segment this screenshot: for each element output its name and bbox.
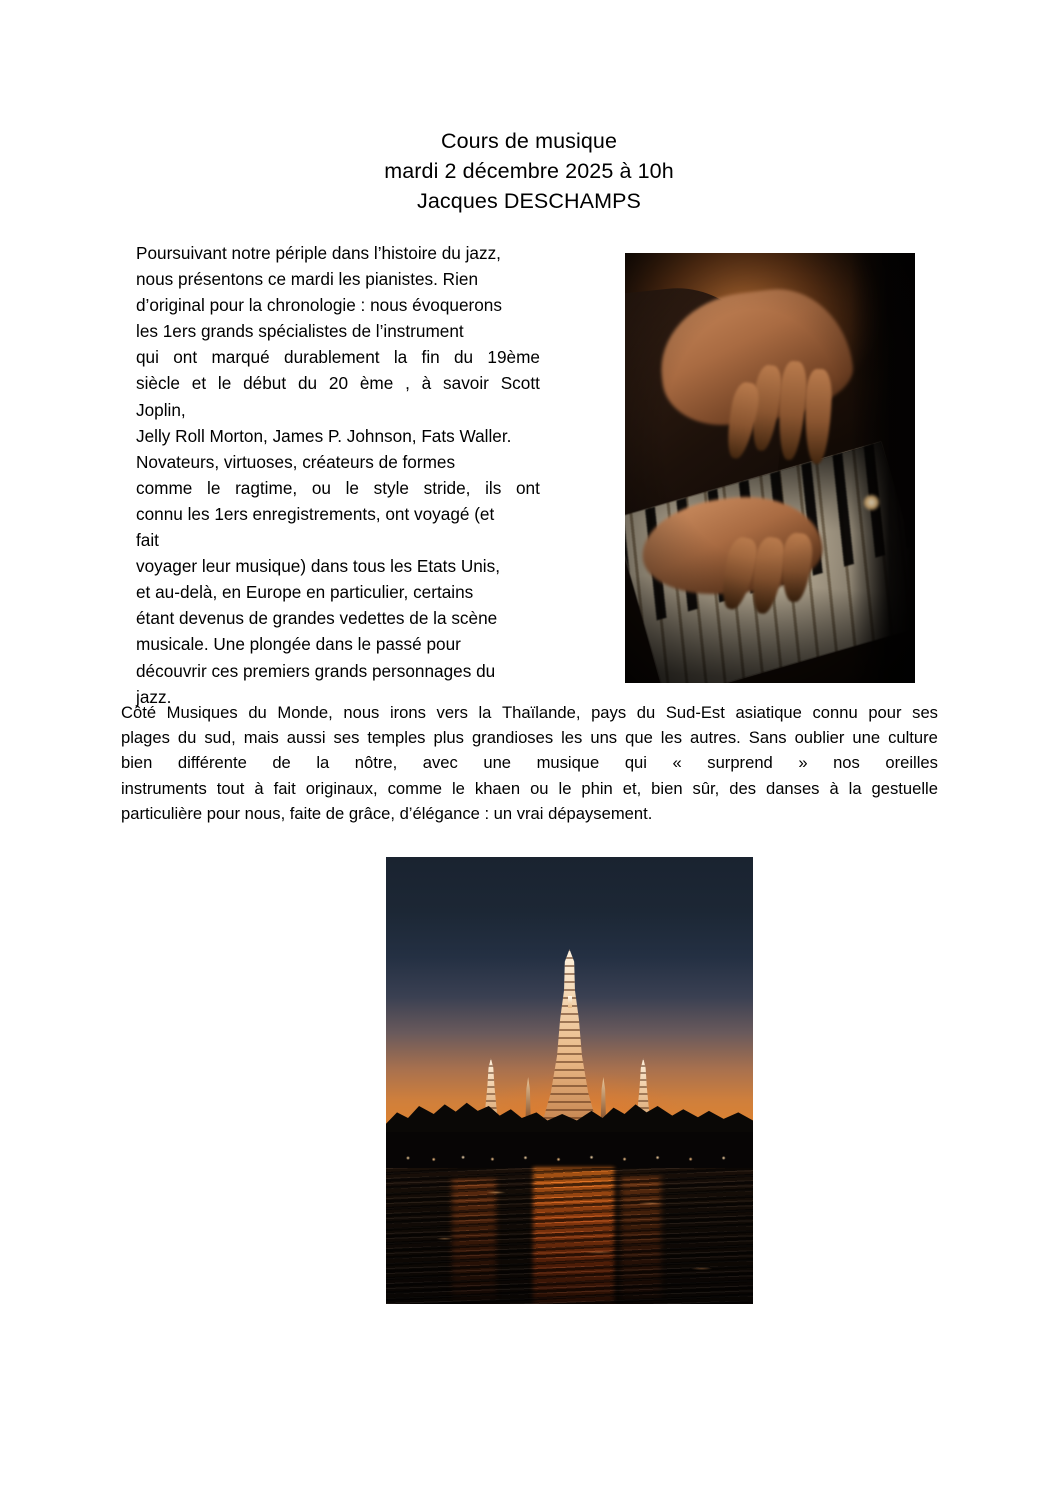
jazz-line-word: le <box>345 477 359 498</box>
jazz-line-word: ème <box>359 373 394 394</box>
wm-word: du <box>177 728 197 748</box>
wm-word: uns <box>590 728 618 748</box>
jazz-line-word: , <box>405 373 410 394</box>
wm-word: nous <box>343 703 380 722</box>
jazz-line-word: le <box>217 373 232 394</box>
jazz-line-word: 20 <box>328 373 349 394</box>
jazz-line: découvrir ces premiers grands personnages du <box>136 660 496 681</box>
wm-word: gestuelle <box>871 778 938 798</box>
wm-word: différente <box>177 753 247 773</box>
thai-temple-photo <box>386 857 753 1304</box>
wm-word: plus <box>433 728 464 748</box>
wm-word: » <box>798 753 808 773</box>
wm-word: grandioses <box>471 728 554 748</box>
jazz-line: musicale. Une plongée dans le passé pour <box>136 634 461 655</box>
wm-word: oublier <box>794 728 845 748</box>
wm-word: de <box>272 753 291 773</box>
wm-word: originaux, <box>305 778 378 798</box>
wm-word: khaen <box>474 778 521 798</box>
jazz-line: Novateurs, virtuoses, créateurs de formes <box>136 451 456 472</box>
jazz-line: Jelly Roll Morton, James P. Johnson, Fats Waller. <box>136 425 512 446</box>
wm-word: bien <box>121 753 153 773</box>
wm-word: Côté <box>121 703 157 722</box>
wm-word: qui <box>624 753 647 773</box>
wm-word: phin <box>581 778 613 798</box>
world-music-paragraph <box>121 700 938 826</box>
wm-word: sud, <box>204 728 236 748</box>
wm-word: vers <box>436 703 468 722</box>
wm-word: autres. <box>690 728 741 748</box>
wm-word: ses <box>333 728 360 748</box>
jazz-line: les 1ers grands spécialistes de l’instrument <box>136 321 464 342</box>
world-music-line <box>121 700 938 725</box>
wm-word: Sud-Est <box>665 703 725 722</box>
jazz-line-word: comme <box>136 477 193 498</box>
jazz-line-word: ont <box>173 347 198 368</box>
wm-word: musique <box>536 753 600 773</box>
wm-word: une <box>852 728 881 748</box>
wm-word: des <box>729 778 756 798</box>
wm-word: nos <box>833 753 860 773</box>
wm-word: la <box>478 703 492 722</box>
world-music-line: particulière pour nous, faite de grâce, d’élégance : un vrai dépaysement. <box>121 803 653 823</box>
wm-word: tout <box>216 778 245 798</box>
piano-hands-photo <box>625 253 915 683</box>
wm-word: du <box>636 703 656 722</box>
jazz-line: connu les 1ers enregistrements, ont voyagé (et <box>136 503 495 524</box>
jazz-line: jazz. <box>136 686 172 707</box>
document-title-block <box>0 126 1058 216</box>
wm-word: mais <box>243 728 279 748</box>
jazz-paragraph <box>136 240 540 710</box>
jazz-line-word: la <box>393 347 408 368</box>
wm-word: avec <box>422 753 458 773</box>
wm-word: aussi <box>286 728 326 748</box>
title-line-date: mardi 2 décembre 2025 à 10h <box>384 159 674 183</box>
jazz-line-word: ou <box>311 477 331 498</box>
wm-word: du <box>248 703 267 722</box>
jazz-line: et au-delà, en Europe en particulier, certains <box>136 582 474 603</box>
wm-word: connu <box>812 703 858 722</box>
jazz-line-word: du <box>297 373 318 394</box>
wm-word: instruments <box>121 778 207 798</box>
jazz-line: Poursuivant notre périple dans l’histoire du jazz, <box>136 243 501 263</box>
wm-word: et, <box>622 778 642 798</box>
wm-word: irons <box>389 703 426 722</box>
wm-word: nôtre, <box>354 753 398 773</box>
wm-word: danses <box>765 778 820 798</box>
wm-word: ou <box>530 778 549 798</box>
jazz-line-word: durablement <box>284 347 380 368</box>
title-line-course: Cours de musique <box>440 129 618 153</box>
wm-word: oreilles <box>885 753 938 773</box>
world-music-line <box>121 750 938 775</box>
jazz-line: voyager leur musique) dans tous les Etats Unis, <box>136 556 500 577</box>
wm-word: à <box>254 778 264 798</box>
jazz-line-word: ils <box>485 477 502 498</box>
jazz-line <box>136 344 540 370</box>
jazz-line <box>136 370 540 396</box>
wm-word: plages <box>121 728 170 748</box>
wm-word: ses <box>912 703 938 722</box>
jazz-line-word: du <box>454 347 474 368</box>
wm-word: les <box>561 728 583 748</box>
jazz-line-word: fin <box>421 347 440 368</box>
wm-word: la <box>316 753 330 773</box>
temple-shore-lights <box>386 1151 753 1165</box>
wm-word: que <box>625 728 653 748</box>
jazz-line: étant devenus de grandes vedettes de la scène <box>136 608 498 629</box>
jazz-line-word: style <box>373 477 409 498</box>
jazz-line-word: début <box>243 373 287 394</box>
wm-word: comme <box>387 778 443 798</box>
jazz-line-word: qui <box>136 347 159 368</box>
jazz-line: Joplin, <box>136 399 186 420</box>
jazz-line <box>136 475 540 501</box>
wm-word: Monde, <box>277 703 333 722</box>
jazz-line-word: marqué <box>211 347 270 368</box>
wm-word: pays <box>591 703 627 722</box>
jazz-line-word: et <box>191 373 207 394</box>
jazz-line-word: ragtime, <box>235 477 298 498</box>
wm-word: sûr, <box>692 778 720 798</box>
wm-word: culture <box>888 728 938 748</box>
jazz-line-word: Scott <box>500 373 540 394</box>
jazz-line: nous présentons ce mardi les pianistes. Rien <box>136 269 479 290</box>
jazz-line-word: le <box>207 477 221 498</box>
wm-word: la <box>848 778 862 798</box>
jazz-line-word: siècle <box>136 373 180 394</box>
piano-vignette <box>625 253 915 683</box>
jazz-line: d’original pour la chronologie : nous évoquerons <box>136 295 502 316</box>
temple-river <box>386 1168 753 1304</box>
wm-word: Musiques <box>166 703 238 722</box>
jazz-line-word: 19ème <box>487 347 540 368</box>
wm-word: une <box>483 753 512 773</box>
jazz-line-word: savoir <box>443 373 489 394</box>
wm-word: Thaïlande, <box>502 703 581 722</box>
river-sparkles <box>386 1168 753 1304</box>
wm-word: temples <box>367 728 426 748</box>
jazz-line-word: stride, <box>423 477 471 498</box>
jazz-line-word: à <box>421 373 432 394</box>
wm-word: bien <box>651 778 683 798</box>
wm-word: surprend <box>707 753 773 773</box>
jazz-line-word: ont <box>516 477 540 498</box>
wm-word: le <box>558 778 572 798</box>
world-music-line <box>121 725 938 750</box>
temple-prang-spire-tip <box>568 996 572 1008</box>
wm-word: à <box>829 778 839 798</box>
jazz-line: fait <box>136 530 159 551</box>
wm-word: Sans <box>748 728 787 748</box>
wm-word: pour <box>868 703 902 722</box>
wm-word: « <box>672 753 682 773</box>
world-music-line <box>121 776 938 801</box>
wm-word: asiatique <box>735 703 802 722</box>
wm-word: fait <box>273 778 296 798</box>
title-line-presenter: Jacques DESCHAMPS <box>417 189 641 213</box>
wm-word: le <box>452 778 465 798</box>
wm-word: les <box>660 728 683 748</box>
